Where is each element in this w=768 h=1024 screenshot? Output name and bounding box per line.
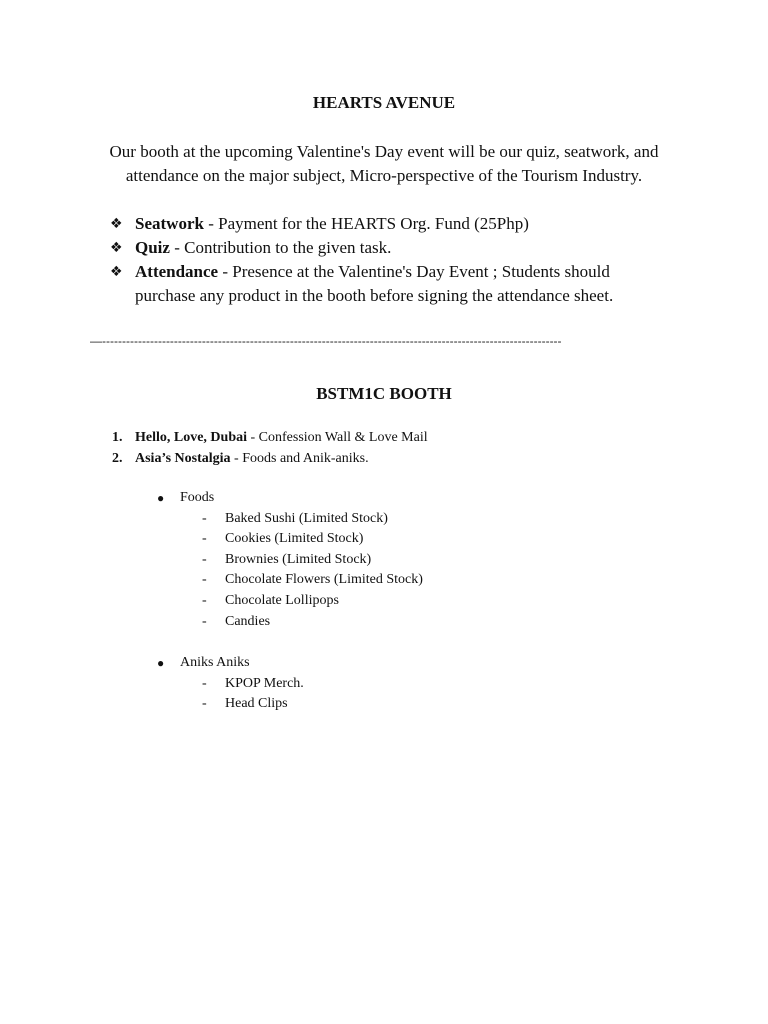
item-text: Brownies (Limited Stock) [225, 551, 372, 567]
dash-marker: - [202, 592, 207, 608]
aniks-label: Aniks Aniks [180, 655, 250, 670]
foods-bullet-row [157, 488, 423, 509]
item-text: Baked Sushi (Limited Stock) [225, 510, 388, 526]
rule-term: Seatwork [135, 214, 204, 233]
list-item [157, 529, 423, 550]
dash-marker: - [202, 696, 207, 712]
section-divider: —------------------------------------------------------------------------------------------------------------------- [90, 334, 562, 348]
rule-item-seatwork [110, 212, 670, 236]
aniks-list [157, 674, 304, 715]
booth-description: - Foods and Anik-aniks. [230, 451, 369, 466]
booth-name: Hello, Love, Dubai [135, 430, 248, 445]
hearts-avenue-title: HEARTS AVENUE [312, 93, 456, 112]
rule-item-attendance [110, 260, 670, 308]
diamond-bullet-icon: ❖ [110, 240, 123, 256]
item-text: Candies [225, 613, 271, 629]
rule-item-quiz [110, 236, 670, 260]
rule-text: - Payment for the HEARTS Org. Fund (25Php) [203, 214, 529, 233]
intro-paragraph: Our booth at the upcoming Valentine's Day event will be our quiz, seatwork, and attendance on the major subject, Micro-perspective of the Tourism Industry. [109, 142, 659, 185]
booth-item-asias-nostalgia [110, 448, 428, 469]
foods-list [157, 509, 423, 633]
list-item [157, 509, 423, 530]
item-text: Head Clips [225, 696, 288, 712]
booth-item-hello-love-dubai [110, 427, 428, 448]
dash-marker: - [202, 675, 207, 691]
bullet-icon: ● [157, 656, 165, 670]
bstm1c-booth-title: BSTM1C BOOTH [316, 384, 452, 403]
item-text: Cookies (Limited Stock) [225, 531, 364, 547]
rule-term: Quiz [135, 238, 170, 257]
list-item [157, 591, 423, 612]
dash-marker: - [202, 531, 207, 547]
diamond-bullet-icon: ❖ [110, 216, 123, 232]
rules-list [110, 212, 670, 308]
rule-text: - Presence at the Valentine's Day Event ; Students should purchase any product in the booth before signing the attendance sheet. [135, 262, 614, 305]
item-text: KPOP Merch. [225, 675, 304, 691]
booth-description: - Confession Wall & Love Mail [247, 430, 428, 445]
dash-marker: - [202, 572, 207, 588]
dash-marker: - [202, 510, 207, 526]
list-item [157, 674, 304, 695]
list-item [157, 612, 423, 633]
booth-name: Asia’s Nostalgia [135, 451, 231, 466]
list-item [157, 694, 304, 715]
rule-text: - Contribution to the given task. [169, 238, 392, 257]
list-item [157, 570, 423, 591]
diamond-bullet-icon: ❖ [110, 264, 123, 280]
foods-group [157, 488, 423, 632]
list-item [157, 550, 423, 571]
aniks-bullet-row [157, 653, 304, 674]
booth-list [110, 427, 428, 469]
dash-marker: - [202, 551, 207, 567]
dash-marker: - [202, 613, 207, 629]
foods-label: Foods [180, 490, 215, 505]
list-number: 2. [112, 451, 123, 466]
rule-term: Attendance [135, 262, 219, 281]
list-number: 1. [112, 430, 123, 445]
item-text: Chocolate Lollipops [225, 592, 339, 608]
item-text: Chocolate Flowers (Limited Stock) [225, 572, 423, 588]
aniks-group [157, 653, 304, 715]
bullet-icon: ● [157, 491, 165, 505]
